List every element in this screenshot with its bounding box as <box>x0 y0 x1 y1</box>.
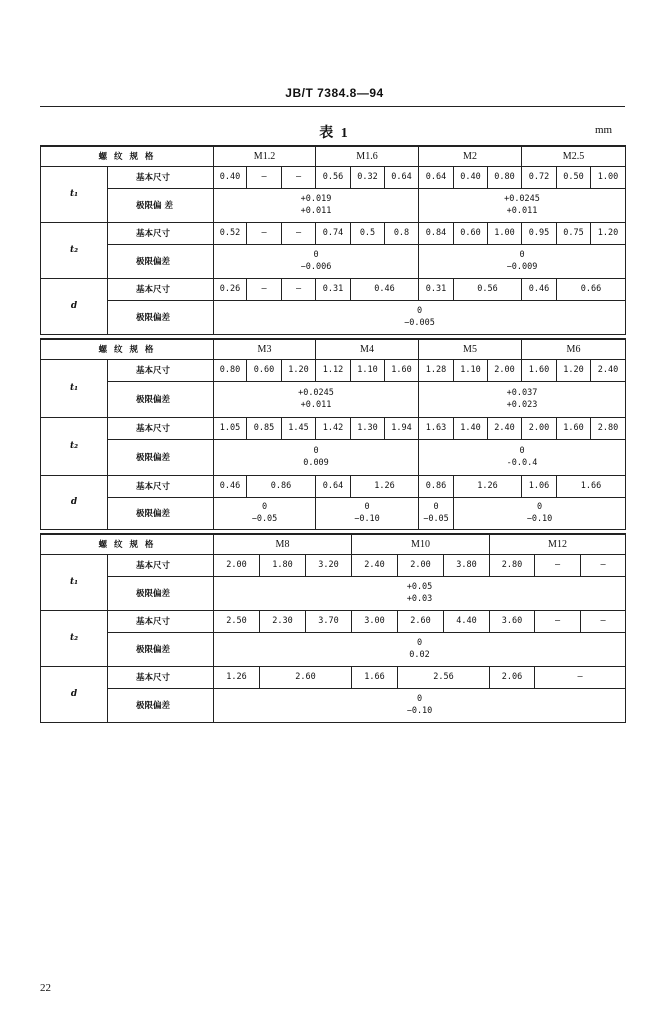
cell: 2.50 <box>214 610 260 632</box>
cell: 0.75 <box>557 222 591 244</box>
cell: 2.40 <box>352 554 398 576</box>
cell: — <box>535 610 581 632</box>
symbol-t1: t₁ <box>41 359 108 417</box>
spec-table-m8-to-m12 <box>40 533 626 723</box>
tol-upper: +0.0245 <box>298 388 334 398</box>
tol-upper: 0 <box>519 250 525 260</box>
cell: 0.46 <box>214 475 247 497</box>
tol-lower: −0.006 <box>300 262 332 272</box>
cell: 0.31 <box>316 278 351 300</box>
symbol-d: d <box>41 666 108 722</box>
tolerance-label: 极限偏差 <box>108 632 214 666</box>
cell: — <box>247 222 282 244</box>
symbol-t1: t₁ <box>41 166 108 222</box>
cell: 0.64 <box>316 475 351 497</box>
tolerance-cell <box>316 497 419 529</box>
cell: 0.5 <box>351 222 385 244</box>
tolerance-cell <box>214 188 419 222</box>
cell: 2.56 <box>398 666 490 688</box>
symbol-t2: t₂ <box>41 417 108 475</box>
cell: 1.20 <box>282 359 316 381</box>
cell: 0.56 <box>316 166 351 188</box>
cell: 0.86 <box>419 475 454 497</box>
size-m4: M4 <box>316 339 419 359</box>
cell: 0.31 <box>419 278 454 300</box>
cell: 1.63 <box>419 417 454 439</box>
cell: 0.84 <box>419 222 454 244</box>
basic-size-label: 基本尺寸 <box>108 359 214 381</box>
size-m1-6: M1.6 <box>316 146 419 166</box>
cell: — <box>581 610 626 632</box>
cell: 4.40 <box>444 610 490 632</box>
tolerance-cell <box>214 576 626 610</box>
cell: 1.26 <box>351 475 419 497</box>
size-m12: M12 <box>490 534 626 554</box>
cell: 2.40 <box>488 417 522 439</box>
cell: 0.40 <box>454 166 488 188</box>
tolerance-label: 极限偏差 <box>108 576 214 610</box>
tol-upper: 0 <box>313 250 319 260</box>
tolerance-label: 极限偏差 <box>108 497 214 529</box>
basic-size-label: 基本尺寸 <box>108 554 214 576</box>
tol-lower: -0.0.4 <box>506 458 538 468</box>
cell: 0.80 <box>214 359 247 381</box>
page-number: 22 <box>40 982 51 994</box>
cell: 2.80 <box>591 417 626 439</box>
cell: — <box>581 554 626 576</box>
tolerance-cell <box>214 300 626 334</box>
tol-lower: +0.03 <box>406 594 433 604</box>
cell: 2.00 <box>522 417 557 439</box>
cell: 3.80 <box>444 554 490 576</box>
spec-header: 螺 纹 规 格 <box>41 146 214 166</box>
cell: 1.05 <box>214 417 247 439</box>
tol-lower: −0.05 <box>251 514 278 524</box>
symbol-d: d <box>41 278 108 334</box>
tol-lower: 0.02 <box>409 650 430 660</box>
cell: 0.40 <box>214 166 247 188</box>
tol-upper: 0 <box>416 306 423 316</box>
tolerance-cell <box>214 244 419 278</box>
cell: 1.80 <box>260 554 306 576</box>
size-m5: M5 <box>419 339 522 359</box>
tolerance-cell <box>419 188 626 222</box>
cell: 1.30 <box>351 417 385 439</box>
size-m10: M10 <box>352 534 490 554</box>
unit-label: mm <box>595 124 613 136</box>
cell: 0.56 <box>454 278 522 300</box>
basic-size-label: 基本尺寸 <box>108 417 214 439</box>
document-code-header: JB/T 7384.8—94 <box>285 86 384 100</box>
basic-size-label: 基本尺寸 <box>108 222 214 244</box>
tolerance-cell <box>214 439 419 475</box>
tol-upper: 0 <box>313 446 319 456</box>
cell: 1.28 <box>419 359 454 381</box>
symbol-t2: t₂ <box>41 610 108 666</box>
cell: 0.64 <box>385 166 419 188</box>
tol-lower: −0.10 <box>526 514 553 524</box>
spec-header: 螺 纹 规 格 <box>41 339 214 359</box>
tol-lower: −0.009 <box>506 262 538 272</box>
cell: 2.00 <box>214 554 260 576</box>
cell: — <box>247 166 282 188</box>
cell: 0.72 <box>522 166 557 188</box>
cell: 3.20 <box>306 554 352 576</box>
cell: 2.00 <box>398 554 444 576</box>
size-m3: M3 <box>214 339 316 359</box>
cell: 2.00 <box>488 359 522 381</box>
cell: 1.60 <box>385 359 419 381</box>
tol-upper: 0 <box>416 638 423 648</box>
tol-upper: +0.037 <box>506 388 538 398</box>
size-m2: M2 <box>419 146 522 166</box>
tol-lower: +0.011 <box>300 400 332 410</box>
cell: 1.66 <box>352 666 398 688</box>
cell: 0.66 <box>557 278 626 300</box>
cell: 0.60 <box>247 359 282 381</box>
cell: 0.64 <box>419 166 454 188</box>
header-rule <box>40 106 625 107</box>
cell: 0.80 <box>488 166 522 188</box>
tolerance-cell <box>214 497 316 529</box>
table-caption: 表 1 <box>319 126 350 141</box>
cell: — <box>282 222 316 244</box>
cell: 1.94 <box>385 417 419 439</box>
spec-header: 螺 纹 规 格 <box>41 534 214 554</box>
cell: 2.40 <box>591 359 626 381</box>
size-m2-5: M2.5 <box>522 146 626 166</box>
cell: 1.60 <box>557 417 591 439</box>
basic-size-label: 基本尺寸 <box>108 666 214 688</box>
tol-upper: 0 <box>364 502 370 512</box>
tol-lower: −0.005 <box>404 318 435 328</box>
basic-size-label: 基本尺寸 <box>108 278 214 300</box>
basic-size-label: 基本尺寸 <box>108 475 214 497</box>
cell: — <box>535 666 626 688</box>
tol-lower: +0.011 <box>506 206 538 216</box>
tolerance-label: 极限偏 差 <box>108 188 214 222</box>
tol-upper: 0 <box>536 502 543 512</box>
tolerance-label: 极限偏差 <box>108 381 214 417</box>
basic-size-label: 基本尺寸 <box>108 610 214 632</box>
tolerance-cell <box>419 497 454 529</box>
tol-upper: +0.019 <box>300 194 332 204</box>
cell: 1.06 <box>522 475 557 497</box>
cell: 1.10 <box>454 359 488 381</box>
size-m1-2: M1.2 <box>214 146 316 166</box>
cell: 1.00 <box>488 222 522 244</box>
tolerance-label: 极限偏差 <box>108 688 214 722</box>
tolerance-label: 极限偏差 <box>108 244 214 278</box>
tol-lower: −0.10 <box>354 514 380 524</box>
cell: 2.60 <box>398 610 444 632</box>
tolerance-cell <box>214 632 626 666</box>
cell: 1.00 <box>591 166 626 188</box>
tol-lower: 0.009 <box>303 458 329 468</box>
cell: 1.20 <box>591 222 626 244</box>
cell: 0.50 <box>557 166 591 188</box>
cell: 1.42 <box>316 417 351 439</box>
tol-lower: +0.023 <box>506 400 538 410</box>
cell: 0.32 <box>351 166 385 188</box>
symbol-t2: t₂ <box>41 222 108 278</box>
cell: 1.10 <box>351 359 385 381</box>
cell: 1.66 <box>557 475 626 497</box>
size-m6: M6 <box>522 339 626 359</box>
symbol-t1: t₁ <box>41 554 108 610</box>
cell: 0.74 <box>316 222 351 244</box>
cell: 2.30 <box>260 610 306 632</box>
cell: 1.60 <box>522 359 557 381</box>
cell: 1.40 <box>454 417 488 439</box>
cell: 0.60 <box>454 222 488 244</box>
tol-upper: 0 <box>416 694 423 704</box>
tolerance-label: 极限偏差 <box>108 439 214 475</box>
cell: — <box>535 554 581 576</box>
tolerance-cell <box>419 439 626 475</box>
spec-table-m1-2-to-m2-5 <box>40 145 626 335</box>
tol-lower: −0.10 <box>406 706 433 716</box>
cell: — <box>282 278 316 300</box>
cell: 0.86 <box>247 475 316 497</box>
cell: 0.46 <box>522 278 557 300</box>
cell: 0.46 <box>351 278 419 300</box>
tolerance-cell <box>214 688 626 722</box>
tolerance-label: 极限偏差 <box>108 300 214 334</box>
cell: 2.60 <box>260 666 352 688</box>
tolerance-cell <box>454 497 626 529</box>
cell: 3.60 <box>490 610 535 632</box>
cell: 2.80 <box>490 554 535 576</box>
cell: 3.00 <box>352 610 398 632</box>
tol-upper: 0 <box>433 502 439 512</box>
cell: 1.45 <box>282 417 316 439</box>
cell: 1.20 <box>557 359 591 381</box>
cell: 0.26 <box>214 278 247 300</box>
tol-lower: +0.011 <box>300 206 332 216</box>
tol-upper: +0.05 <box>406 582 433 592</box>
symbol-d: d <box>41 475 108 529</box>
cell: 0.8 <box>385 222 419 244</box>
spec-table-m3-to-m6 <box>40 338 626 530</box>
cell: 1.12 <box>316 359 351 381</box>
cell: 0.95 <box>522 222 557 244</box>
cell: 0.52 <box>214 222 247 244</box>
size-m8: M8 <box>214 534 352 554</box>
basic-size-label: 基本尺寸 <box>108 166 214 188</box>
cell: 2.06 <box>490 666 535 688</box>
tol-upper: 0 <box>519 446 525 456</box>
cell: — <box>282 166 316 188</box>
cell: 3.70 <box>306 610 352 632</box>
tol-upper: +0.0245 <box>504 194 540 204</box>
tol-lower: −0.05 <box>423 514 449 524</box>
tolerance-cell <box>214 381 419 417</box>
cell: 0.85 <box>247 417 282 439</box>
tolerance-cell <box>419 244 626 278</box>
cell: 1.26 <box>214 666 260 688</box>
tol-upper: 0 <box>261 502 268 512</box>
tolerance-cell <box>419 381 626 417</box>
cell: 1.26 <box>454 475 522 497</box>
cell: — <box>247 278 282 300</box>
